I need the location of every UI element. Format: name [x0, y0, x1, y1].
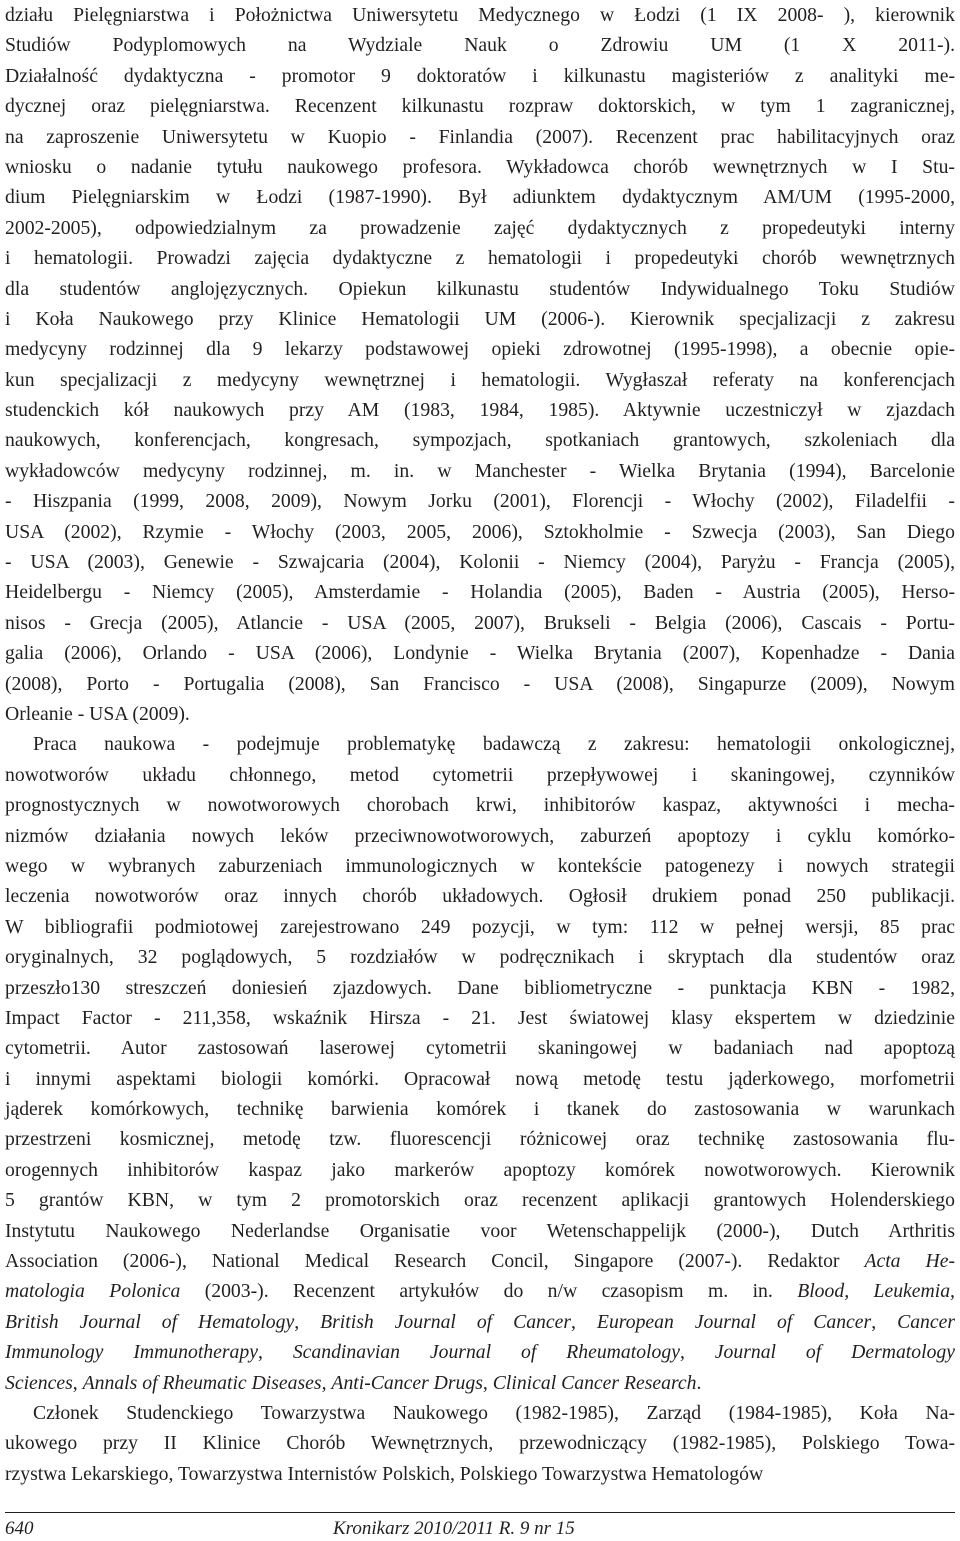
text-line: nizmów działania nowych leków przeciwnowotworowych, zaburzeń apoptozy i cyklu komórko-	[5, 824, 955, 847]
text-line: orogennych inhibitorów kaspaz jako markerów apoptozy komórek nowotworowych. Kierownik	[5, 1158, 955, 1181]
text-line: oryginalnych, 32 poglądowych, 5 rozdziałów w podręcznikach i skryptach dla studentów oraz	[5, 946, 955, 969]
text-line: (2008), Porto - Portugalia (2008), San Francisco - USA (2008), Singapurze (2009), Nowym	[5, 672, 955, 695]
text-line: Członek Studenckiego Towarzystwa Naukowego (1982-1985), Zarząd (1984-1985), Koła Na-	[33, 1401, 955, 1424]
text-line: kun specjalizacji z medycyny wewnętrznej i hematologii. Wygłaszał referaty na konferencjach	[5, 368, 955, 391]
text-line: dycznej oraz pielęgniarstwa. Recenzent kilkunastu rozpraw doktorskich, w tym 1 zagranicznej,	[5, 95, 955, 118]
text-line: prognostycznych w nowotworowych chorobach krwi, inhibitorów kaspaz, aktywności i mecha-	[5, 794, 955, 817]
text-line: wniosku o nadanie tytułu naukowego profesora. Wykładowca chorób wewnętrznych w I Stu-	[5, 155, 955, 178]
text-line: Orleanie - USA (2009).	[5, 702, 190, 725]
text-line: - USA (2003), Genewie - Szwajcaria (2004), Kolonii - Niemcy (2004), Paryżu - Francja (2005),	[5, 551, 955, 574]
body-text	[5, 0, 955, 1489]
text-line: 2002-2005), odpowiedzialnym za prowadzenie zajęć dydaktycznych z propedeutyki interny	[5, 216, 955, 239]
text-line: cytometrii. Autor zastosowań laserowej cytometrii skaningowej w badaniach nad apoptozą	[5, 1037, 955, 1060]
text-line: Praca naukowa - podejmuje problematykę badawczą z zakresu: hematologii onkologicznej,	[33, 733, 955, 756]
text-line: Impact Factor - 211,358, wskaźnik Hirsza - 21. Jest światowej klasy ekspertem w dziedzinie	[5, 1006, 955, 1029]
text-line: nowotworów układu chłonnego, metod cytometrii przepływowej i skaningowej, czynników	[5, 763, 955, 786]
paragraph	[5, 0, 955, 729]
text-line: W bibliografii podmiotowej zarejestrowano 249 pozycji, w tym: 112 w pełnej wersji, 85 prac	[5, 915, 955, 938]
text-line: przestrzeni kosmicznej, metodę tzw. fluorescencji różnicowej oraz technikę zastosowania flu-	[5, 1128, 955, 1151]
text-line: 5 grantów KBN, w tym 2 promotorskich oraz recenzent aplikacji grantowych Holenderskiego	[5, 1189, 955, 1212]
text-line: Heidelbergu - Niemcy (2005), Amsterdamie - Holandia (2005), Baden - Austria (2005), Herso-	[5, 581, 955, 604]
text-line: i hematologii. Prowadzi zajęcia dydaktyczne z hematologii i propedeutyki chorób wewnętrznych	[5, 247, 955, 270]
text-line: Działalność dydaktyczna - promotor 9 doktoratów i kilkunastu magisteriów z analityki me-	[5, 64, 955, 87]
text-line: British Journal of Hematology, British Journal of Cancer, European Journal of Cancer, Cancer	[5, 1310, 956, 1333]
text-line: Studiów Podyplomowych na Wydziale Nauk o Zdrowiu UM (1 X 2011-).	[5, 34, 955, 57]
text-line: przeszło130 streszczeń doniesień zjazdowych. Dane bibliometryczne - punktacja KBN - 1982,	[5, 976, 955, 999]
text-line: nisos - Grecja (2005), Atlancie - USA (2005, 2007), Brukseli - Belgia (2006), Cascais - Portu-	[5, 611, 955, 634]
text-line: działu Pielęgniarstwa i Położnictwa Uniwersytetu Medycznego w Łodzi (1 IX 2008- ), kierownik	[5, 4, 955, 26]
page-number: 640	[5, 1518, 34, 1539]
text-line: leczenia nowotworów oraz innych chorób układowych. Ogłosił drukiem ponad 250 publikacji.	[5, 885, 955, 908]
text-line: wykładowców medycyny rodzinnej, m. in. w Manchester - Wielka Brytania (1994), Barcelonie	[5, 459, 955, 482]
text-line: jąderek komórkowych, technikę barwienia komórek i tkanek do zastosowania w warunkach	[5, 1098, 955, 1121]
footer-divider	[5, 1512, 955, 1513]
text-line: Association (2006-), National Medical Research Concil, Singapore (2007-). Redaktor Acta He-	[5, 1250, 956, 1273]
text-line: - Hiszpania (1999, 2008, 2009), Nowym Jorku (2001), Florencji - Włochy (2002), Filadelfii -	[5, 490, 955, 513]
paragraph	[5, 1398, 955, 1489]
text-line: dium Pielęgniarskim w Łodzi (1987-1990). Był adiunktem dydaktycznym AM/UM (1995-2000,	[5, 186, 955, 209]
text-line: wego w wybranych zaburzeniach immunologicznych w kontekście patogenezy i nowych strategii	[5, 854, 955, 877]
document-page	[5, 0, 955, 1489]
text-line: Sciences, Annals of Rheumatic Diseases, Anti-Cancer Drugs, Clinical Cancer Research.	[5, 1371, 702, 1394]
text-line: ukowego przy II Klinice Chorób Wewnętrznych, przewodniczący (1982-1985), Polskiego Towa-	[5, 1432, 955, 1455]
text-line: na zaproszenie Uniwersytetu w Kuopio - Finlandia (2007). Recenzent prac habilitacyjnych oraz	[5, 125, 955, 148]
text-line: Immunology Immunotherapy, Scandinavian Journal of Rheumatology, Journal of Dermatology	[5, 1341, 956, 1364]
text-line: Instytutu Naukowego Nederlandse Organisatie voor Wetenschappelijk (2000-), Dutch Arthritis	[5, 1219, 955, 1242]
text-line: naukowych, konferencjach, kongresach, sympozjach, spotkaniach grantowych, szkoleniach dla	[5, 429, 955, 452]
text-line: medycyny rodzinnej dla 9 lekarzy podstawowej opieki zdrowotnej (1995-1998), a obecnie opie-	[5, 338, 955, 361]
text-line: i innymi aspektami biologii komórki. Opracował nową metodę testu jąderkowego, morfometrii	[5, 1067, 955, 1090]
paragraph	[5, 729, 955, 1398]
text-line: USA (2002), Rzymie - Włochy (2003, 2005, 2006), Sztokholmie - Szwecja (2003), San Diego	[5, 520, 955, 543]
journal-reference: Kronikarz 2010/2011 R. 9 nr 15	[333, 1518, 575, 1539]
text-line: dla studentów anglojęzycznych. Opiekun kilkunastu studentów Indywidualnego Toku Studiów	[5, 277, 955, 300]
text-line: galia (2006), Orlando - USA (2006), Londynie - Wielka Brytania (2007), Kopenhadze - Dania	[5, 642, 955, 665]
text-line: studenckich kół naukowych przy AM (1983, 1984, 1985). Aktywnie uczestniczył w zjazdach	[5, 399, 955, 422]
text-line: i Koła Naukowego przy Klinice Hematologii UM (2006-). Kierownik specjalizacji z zakresu	[5, 307, 955, 330]
text-line: matologia Polonica (2003-). Recenzent artykułów do n/w czasopism m. in. Blood, Leukemia,	[5, 1280, 955, 1303]
text-line: rzystwa Lekarskiego, Towarzystwa Internistów Polskich, Polskiego Towarzystwa Hematologów	[5, 1462, 764, 1485]
